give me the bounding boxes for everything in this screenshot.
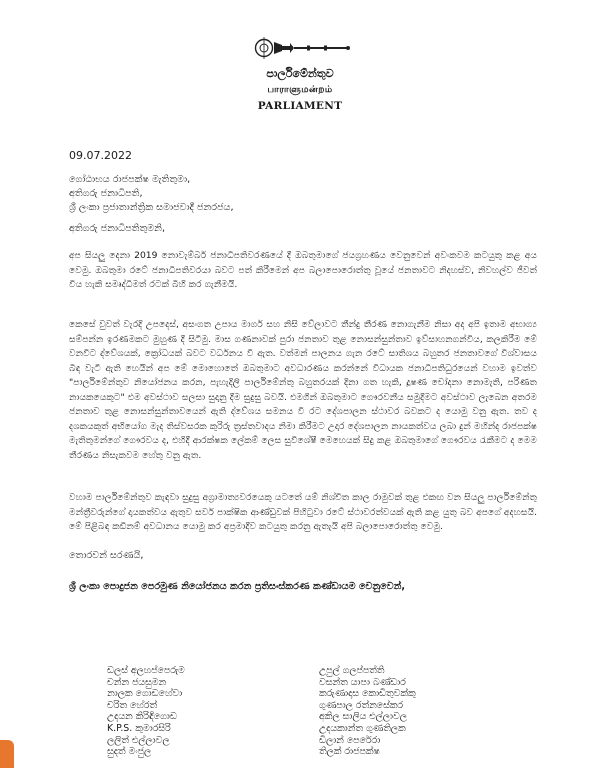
signatory-name: K.P.S. කුමාරසිරි [107, 722, 171, 734]
signatory-name: සුදත් මංජුල [107, 746, 152, 758]
body-paragraph: කෙසේ වුවත් වැරදි උපදෙස්, අසංගත උපාය මාර්ග සහ නිසි වේලාවට තීන්දු තීරණ නොගැනීම නිසා අද අපි ඉතාම අභාග්‍ය සම්පන්න ඉරණමකට මුහුණ දී සිටිමු. මාස ගණනාවක් පුරා ජනතාව තුළ නොසන්සුන්තාව ඉව්සාහනගන්විය, කලකිරීම මේ වනවිට ද්වේශයක්, ක්‍රෝධයක් බවට වර්ධනය වී ඇත. වත්මන් පාලනය ගැන රටේ සාතිශය බහුතර ජනතාවගේ විශ්වාසය බිඳ වැටී ඇති හෙයින් අප මේ මොහොතේ ඔබතුමාට අවධාරණය කරන්නේ විධායක ජනාධිපතිධුරයෙන් වහාම ඉවත්ව "පාර්ලිමේන්තුව නියෝජනය කරන, පැහැදිලි පාර්ලිමේන්තු බහුතරයක් දිනා ගත හැකි, දූෂණ චෝදනා නොමැති, පරිණත නායකයෙකුට" එම අවස්ථාව සලසා සුදානු දීම සුදුසු බවයි. එමගින් ඔබතුමාට ගෞරවනීය සමුදීමට අවස්ථාව ලැබෙන අතරම ජනතාව තුළ නොසන්සුන්තාවයෙන් ඇති ද්වේශය සමනය වී රට දේශපාලන ස්ථාවර බවකට ද යොමු වනු ඇත. තව ද දශකයකුත් අභියෝග මැද තිස්වසරක කුරිරු ත්‍රස්තවාදය නිමා කිරීමට උදාර දේශපාලන නායකත්වය ලබා දුන් මහින්ද රාජපක්ෂ මැතිතුමන්ගේ ගෞරවය ද, එහිදී ආරක්ෂක ලේකම් ලෙස සුවිශේෂී මෙහෙයක් සිදු කළ ඔබතුමාගේ ගෞරවය රැකීමට ද මෙම තීරණය නිසැකවම හේතු වනු ඇත. [69, 319, 537, 461]
signatory-name: උපුල් ගලප්පත්ති [319, 665, 385, 676]
letterhead-english: PARLIAMENT [257, 100, 343, 112]
signatory-name: කරුණාදාස කොඩිතුවක්කු [319, 688, 416, 700]
signatory-name: නාලක ගොඩහේවා [107, 688, 183, 700]
letterhead-sinhala: පාර්ලිමේන්තුව [266, 67, 334, 80]
parliament-mace-emblem-icon [252, 34, 352, 62]
signatory-name: ඩිලාන් පෙරේරා [319, 734, 381, 746]
signatory-name: උදයන කිරිඳිගොඩ [107, 711, 177, 723]
corner-decoration [0, 740, 14, 768]
letterhead-tamil: பாராளுமன்றம் [267, 85, 333, 95]
signatory-list-left [107, 665, 185, 758]
signatory-name: වසන්ත යාපා බණ්ඩාර [319, 676, 406, 688]
signatory-name: තිලක් රාජපක්ෂ [319, 746, 380, 758]
salutation: අතිගරු ජනාධිපතිතුමනි, [69, 223, 165, 234]
address-line: ශ්‍රී ලංකා ප්‍රජාතාන්ත්‍රික සමාජවාදී ජනරජය, [69, 202, 234, 213]
signatory-name: අකිල සාලිය එල්ලාවල [319, 711, 407, 723]
signatory-name: චන්න ජයසුමන [107, 676, 167, 688]
signatory-name: උදයකාන්ත ගුණතිලක [319, 722, 406, 734]
signatory-name: ඩලස් අලහප්පෙරුම [107, 665, 185, 676]
address-line: අතිගරු ජනාධිපති, [69, 188, 143, 199]
body-paragraph: වහාම පාර්ලිමේන්තුව කැඳවා සුදුසු අග්‍රාමාත්‍යවරයෙකු යටතේ යම් නිශ්චිත කාල රාමුවක් තුළ එකඟ වන සියලු පාර්ලිමේන්තු මන්ත්‍රීවරුන්ගේ දායකත්වය ඇතුව සර්ව පාක්ෂික ආණ්ඩුවක් පිහිටුවා රටේ ස්ථාවරත්වයක් ඇති කළ යුතු බව අපගේ අදහසයි. මේ පිළිබඳ කඩිනම් අවධානය යොමු කර අප්‍රමාදීව කටයුතු කරනු ඇතැයි අපි බලාපොරොත්තු වෙමු. [69, 492, 537, 532]
body-paragraph: අප සියලු දෙනා 2019 නොවැම්බර් ජනාධිපතිවරණයේ දී ඔබතුමාගේ ජයග්‍රහණය වෙනුවෙන් අවංකවම කටයුතු කළ අය වෙමු. ඔබතුමා රටේ ජනාධිපතිවරයා බවට පත් කිරීමෙන් අප බලාපොරොත්තු වූයේ ජනතාවට නිදහස්ව, නිවහල්ව ජීවත් විය හැකි සමෘද්ධිමත් රටක් බිහි කර ගැනීමයි. [69, 250, 537, 290]
signatory-name: ලලිත් එල්ලාවල [107, 734, 170, 746]
signatory-name: චරිත හේරත් [107, 699, 158, 711]
signatory-name: ගුණපාල රත්නසේකර [319, 699, 404, 711]
address-line: ගෝඨාභය රාජපක්ෂ මැතිතුමා, [69, 174, 191, 185]
signatory-line: ශ්‍රී ලංකා පොදුජන පෙරමුණ නියෝජනය කරන ප්‍රතිසංස්කරණ කණ්ඩායම වෙනුවෙන්, [69, 581, 406, 592]
letter-date: 09.07.2022 [69, 149, 132, 162]
closing-line: තොරවන් සරණයි, [69, 550, 144, 561]
signatory-list-right [319, 665, 416, 758]
